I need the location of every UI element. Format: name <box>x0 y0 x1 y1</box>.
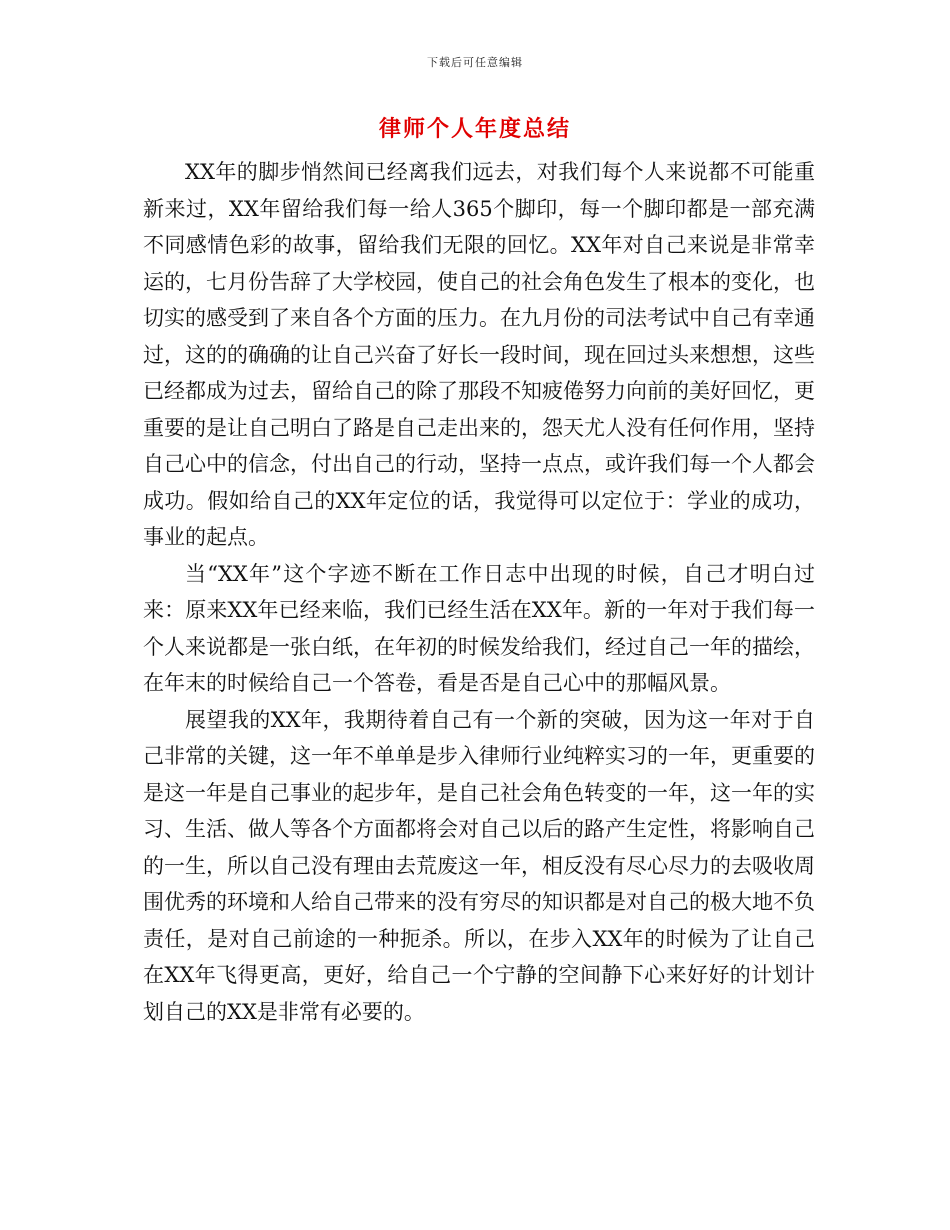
document-body <box>143 154 815 1030</box>
header-note: 下载后可任意编辑 <box>427 56 523 69</box>
paragraph-2: 当“XX年”这个字迹不断在工作日志中出现的时候，自己才明白过来：原来XX年已经来临，我们已经生活在XX年。新的一年对于我们每一个人来说都是一张白纸，在年初的时候发给我们，经过自己一年的描绘，在年末的时候给自己一个答卷，看是否是自己心中的那幅风景。 <box>143 561 815 695</box>
paragraph-3: 展望我的XX年，我期待着自己有一个新的突破，因为这一年对于自己非常的关键，这一年不单单是步入律师行业纯粹实习的一年，更重要的是这一年是自己事业的起步年，是自己社会角色转变的一年，这一年的实习、生活、做人等各个方面都将会对自己以后的路产生定性，将影响自己的一生，所以自己没有理由去荒废这一年，相反没有尽心尽力的去吸收周围优秀的环境和人给自己带来的没有穷尽的知识都是对自己的极大地不负责任，是对自己前途的一种扼杀。所以，在步入XX年的时候为了让自己在XX年飞得更高，更好，给自己一个宁静的空间静下心来好好的计划计划自己的XX是非常有必要的。 <box>143 707 815 1024</box>
document-title: 律师个人年度总结 <box>378 117 571 142</box>
paragraph-1: XX年的脚步悄然间已经离我们远去，对我们每个人来说都不可能重新来过，XX年留给我们每一给人365个脚印，每一个脚印都是一部充满不同感情色彩的故事，留给我们无限的回忆。XX年对自己来说是非常幸运的，七月份告辞了大学校园，使自己的社会角色发生了根本的变化，也切实的感受到了来自各个方面的压力。在九月份的司法考试中自己有幸通过，这的的确确的让自己兴奋了好长一段时间，现在回过头来想想，这些已经都成为过去，留给自己的除了那段不知疲倦努力向前的美好回忆，更重要的是让自己明白了路是自己走出来的，怨天尤人没有任何作用，坚持自己心中的信念，付出自己的行动，坚持一点点，或许我们每一个人都会成功。假如给自己的XX年定位的话，我觉得可以定位于：学业的成功，事业的起点。 <box>143 160 815 549</box>
